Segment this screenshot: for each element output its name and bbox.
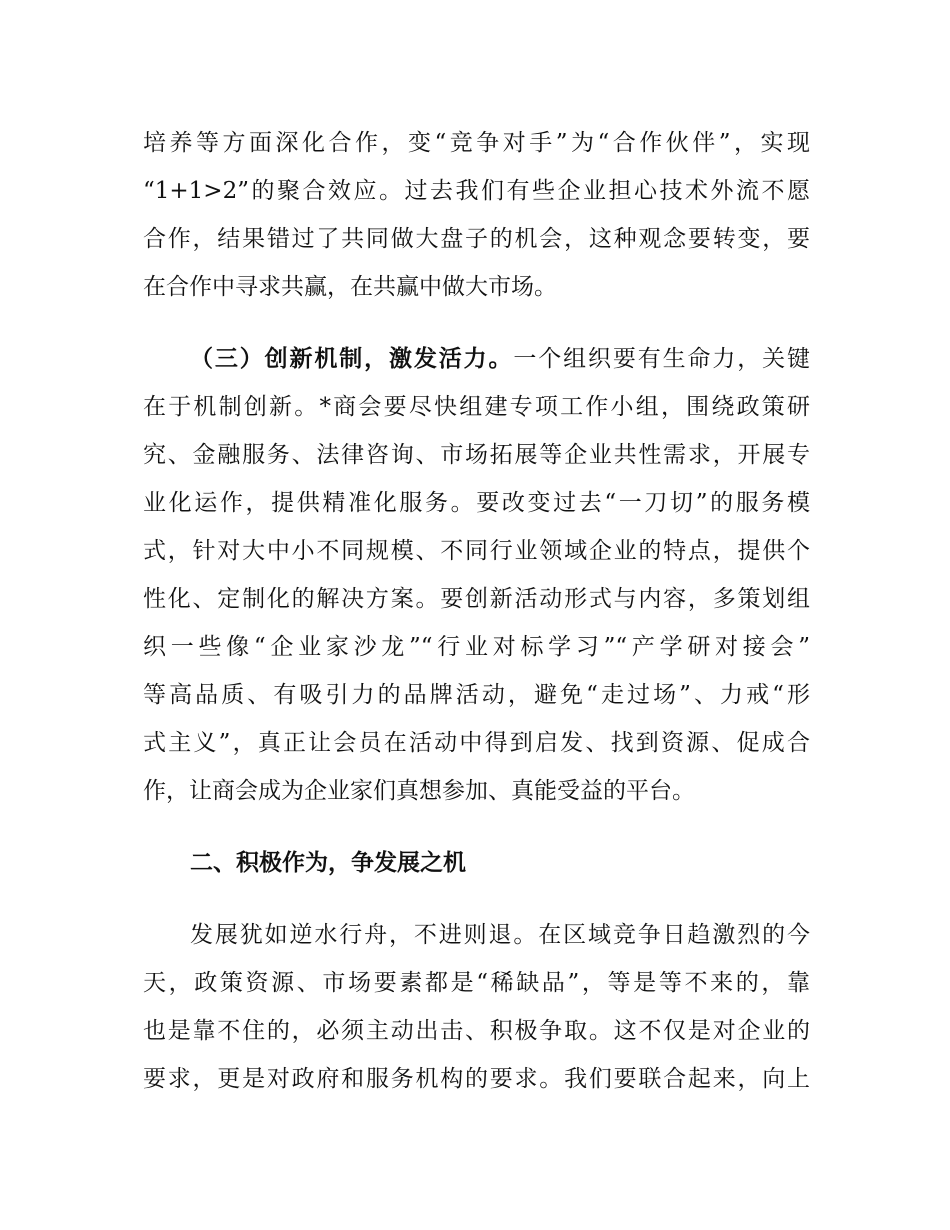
text-line: “1+1>2”的聚合效应。过去我们有些企业担心技术外流不愿 [143,178,810,204]
subsection-title: （三）创新机制，激发活力。 [190,346,514,372]
text-line: 作，让商会成为企业家们真想参加、真能受益的平台。 [143,778,695,804]
text-segment: 一个组织要有生命力，关键 [513,346,810,372]
text-line: 等高品质、有吸引力的品牌活动，避免“走过场”、力戒“形 [143,682,810,708]
text-line: 培养等方面深化合作，变“竞争对手”为“合作伙伴”，实现 [143,130,810,156]
section-heading: 二、积极作为，争发展之机 [190,850,466,876]
text-line: 在合作中寻求共赢，在共赢中做大市场。 [143,274,557,300]
text-line: 业化运作，提供精准化服务。要改变过去“一刀切”的服务模 [143,490,810,516]
text-line: 织一些像“企业家沙龙”“行业对标学习”“产学研对接会” [143,634,810,660]
text-line [190,335,810,383]
text-line: 式，针对大中小不同规模、不同行业领域企业的特点，提供个 [143,538,810,564]
text-line: 也是靠不住的，必须主动出击、积极争取。这不仅是对企业的 [143,1018,810,1044]
text-line: 合作，结果错过了共同做大盘子的机会，这种观念要转变，要 [143,226,810,252]
text-line: 要求，更是对政府和服务机构的要求。我们要联合起来，向上 [143,1066,810,1092]
text-line: 天，政策资源、市场要素都是“稀缺品”，等是等不来的，靠 [143,970,810,996]
text-line: 究、金融服务、法律咨询、市场拓展等企业共性需求，开展专 [143,442,810,468]
text-line: 在于机制创新。*商会要尽快组建专项工作小组，围绕政策研 [143,394,810,420]
text-line: 发展犹如逆水行舟，不进则退。在区域竞争日趋激烈的今 [190,922,810,948]
text-line: 性化、定制化的解决方案。要创新活动形式与内容，多策划组 [143,586,810,612]
text-line: 式主义”，真正让会员在活动中得到启发、找到资源、促成合 [143,730,810,756]
